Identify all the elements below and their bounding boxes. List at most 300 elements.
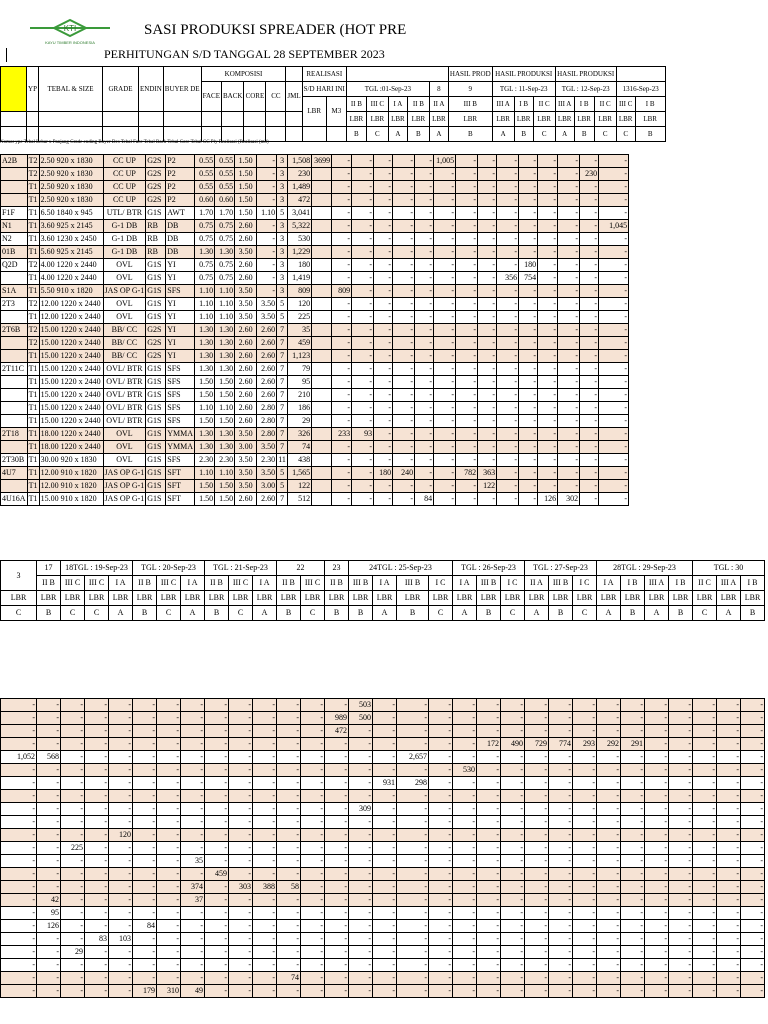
table-cell: -	[257, 259, 277, 272]
table-cell: -	[181, 738, 205, 751]
table-row	[1, 155, 629, 168]
table-cell: -	[597, 725, 621, 738]
table-cell: -	[205, 959, 229, 972]
group-header: A	[253, 606, 277, 621]
table-cell: G2S	[146, 181, 166, 194]
table-cell: -	[205, 972, 229, 985]
table-cell: -	[434, 181, 456, 194]
table-cell: -	[301, 764, 325, 777]
table-cell: 1.30	[195, 246, 215, 259]
table-cell: -	[549, 855, 573, 868]
table-cell	[312, 298, 332, 311]
table-cell: 4U7	[1, 467, 28, 480]
table-cell: -	[580, 350, 599, 363]
table-cell: G1S	[146, 259, 166, 272]
table-cell: -	[349, 816, 373, 829]
table-cell: -	[352, 402, 374, 415]
table-cell: 1.30	[215, 350, 235, 363]
table-cell: -	[85, 829, 109, 842]
table-cell: -	[85, 816, 109, 829]
table-cell: CC UP	[103, 168, 146, 181]
table-cell: -	[558, 389, 580, 402]
table-cell: 1.70	[195, 207, 215, 220]
table-cell: -	[717, 842, 741, 855]
table-cell: -	[573, 855, 597, 868]
table-cell: -	[349, 959, 373, 972]
table-cell: -	[519, 493, 538, 506]
table-cell: 0.75	[215, 233, 235, 246]
table-cell: -	[599, 298, 629, 311]
table-cell: 180	[374, 467, 393, 480]
table-cell: -	[597, 907, 621, 920]
table-cell: -	[373, 790, 397, 803]
table-cell: -	[478, 168, 497, 181]
table-cell: -	[621, 790, 645, 803]
table-cell: RB	[146, 233, 166, 246]
table-cell: -	[477, 907, 501, 920]
table-cell: -	[525, 985, 549, 998]
table-cell: -	[597, 699, 621, 712]
table-cell: -	[352, 441, 374, 454]
table-row	[1, 725, 765, 738]
realisasi-header: REALISASI	[302, 67, 346, 82]
table-cell: -	[332, 155, 352, 168]
table-cell: -	[397, 699, 429, 712]
table-cell: -	[645, 842, 669, 855]
table-cell: -	[478, 285, 497, 298]
table-cell: -	[497, 311, 519, 324]
table-cell: -	[253, 920, 277, 933]
table-cell: -	[580, 480, 599, 493]
table-cell: 298	[397, 777, 429, 790]
table-cell	[39, 112, 103, 127]
table-cell: -	[229, 764, 253, 777]
table-cell: -	[325, 933, 349, 946]
table-cell: -	[229, 985, 253, 998]
lbr-header: LBR	[514, 112, 533, 127]
table-cell: -	[397, 842, 429, 855]
table-cell: 15.00 1220 x 2440	[39, 363, 103, 376]
table-cell: -	[519, 181, 538, 194]
table-cell: -	[645, 946, 669, 959]
table-cell: 7	[277, 337, 288, 350]
table-cell: -	[37, 855, 61, 868]
table-row	[1, 920, 765, 933]
table-cell: -	[549, 881, 573, 894]
table-cell: -	[352, 493, 374, 506]
table-cell: -	[597, 868, 621, 881]
table-cell: 84	[133, 920, 157, 933]
table-cell: -	[85, 777, 109, 790]
table-cell: 2.60	[257, 350, 277, 363]
table-cell: -	[558, 363, 580, 376]
table-cell: T1	[27, 376, 39, 389]
shift-header: III C	[61, 576, 85, 591]
table-cell: -	[519, 389, 538, 402]
table-cell: -	[621, 816, 645, 829]
table-cell: -	[717, 699, 741, 712]
table-cell: -	[397, 959, 429, 972]
table-cell: 58	[277, 881, 301, 894]
table-cell: T1	[27, 480, 39, 493]
shift-header: III A	[555, 97, 574, 112]
table-cell: -	[397, 881, 429, 894]
table-cell: -	[109, 972, 133, 985]
table-cell: -	[621, 751, 645, 764]
table-cell: -	[434, 415, 456, 428]
table-cell: -	[741, 725, 765, 738]
table-cell: -	[558, 220, 580, 233]
table-cell	[312, 389, 332, 402]
table-cell: -	[741, 816, 765, 829]
table-cell: -	[352, 259, 374, 272]
table-cell: -	[133, 764, 157, 777]
table-cell: -	[415, 454, 434, 467]
group-header: B	[514, 127, 533, 142]
table-cell: -	[497, 493, 519, 506]
table-cell: -	[352, 363, 374, 376]
table-cell: -	[277, 816, 301, 829]
table-cell: -	[538, 311, 558, 324]
table-cell: -	[301, 777, 325, 790]
table-cell: -	[205, 725, 229, 738]
table-cell: -	[456, 493, 478, 506]
table-cell: -	[669, 712, 693, 725]
table-cell	[312, 454, 332, 467]
table-cell: -	[497, 389, 519, 402]
table-cell: 1,565	[288, 467, 312, 480]
table-cell: -	[434, 493, 456, 506]
table-cell: 95	[288, 376, 312, 389]
table-row	[1, 324, 629, 337]
table-cell: -	[373, 829, 397, 842]
table-cell: 500	[349, 712, 373, 725]
table-cell: -	[478, 441, 497, 454]
table-cell: -	[501, 816, 525, 829]
table-cell: -	[277, 699, 301, 712]
lbr-header: LBR	[109, 591, 133, 606]
table-cell: -	[693, 959, 717, 972]
table-cell: -	[332, 389, 352, 402]
table-cell: -	[549, 907, 573, 920]
table-cell: -	[501, 920, 525, 933]
table-cell: -	[1, 712, 37, 725]
table-cell: -	[669, 894, 693, 907]
table-cell: -	[393, 181, 415, 194]
table-cell: 438	[288, 454, 312, 467]
table-cell: -	[741, 881, 765, 894]
table-cell: -	[645, 790, 669, 803]
table-cell: -	[519, 441, 538, 454]
table-cell: -	[373, 816, 397, 829]
group-header: B	[277, 606, 301, 621]
table-cell: -	[580, 493, 599, 506]
table-cell: -	[415, 402, 434, 415]
table-cell: BACK	[221, 82, 243, 112]
table-cell: G1S	[146, 285, 166, 298]
table-cell: -	[393, 337, 415, 350]
table-cell: -	[373, 712, 397, 725]
table-cell: 1.30	[195, 350, 215, 363]
table-cell: -	[277, 894, 301, 907]
table-cell: 459	[205, 868, 229, 881]
table-cell: -	[253, 764, 277, 777]
shift-header: II C	[594, 97, 616, 112]
table-cell: -	[1, 907, 37, 920]
shift-header: II B	[133, 576, 157, 591]
table-cell: -	[374, 324, 393, 337]
table-cell: -	[558, 428, 580, 441]
table-cell: -	[37, 959, 61, 972]
table-cell: -	[373, 764, 397, 777]
table-cell: 326	[288, 428, 312, 441]
group-header: C	[573, 606, 597, 621]
table-cell: 2.50 920 x 1830	[39, 168, 103, 181]
table-cell	[312, 428, 332, 441]
table-cell: 18.00 1220 x 2440	[39, 428, 103, 441]
table-cell: -	[393, 324, 415, 337]
table-cell: 180	[288, 259, 312, 272]
table-cell: 1.10	[215, 467, 235, 480]
table-cell: -	[157, 790, 181, 803]
table-cell: -	[253, 790, 277, 803]
table-cell: -	[434, 480, 456, 493]
table-cell: -	[397, 985, 429, 998]
table-cell: T2	[27, 259, 39, 272]
table-cell: -	[453, 907, 477, 920]
table-cell: -	[429, 868, 453, 881]
table-row	[1, 389, 629, 402]
table-cell: -	[1, 738, 37, 751]
table-cell: -	[477, 894, 501, 907]
table-cell: -	[301, 751, 325, 764]
date-header: TGL : 12-Sep-23	[555, 82, 616, 97]
table-cell: 30.00 920 x 1830	[39, 454, 103, 467]
table-cell: G-1 DB	[103, 246, 146, 259]
table-cell: -	[741, 829, 765, 842]
table-cell: -	[109, 699, 133, 712]
table-cell: -	[478, 155, 497, 168]
table-cell: -	[477, 985, 501, 998]
table-cell: 3	[1, 561, 37, 591]
table-cell: -	[374, 233, 393, 246]
table-cell: -	[497, 350, 519, 363]
table-cell: -	[549, 751, 573, 764]
table-cell: -	[693, 985, 717, 998]
table-cell: -	[519, 285, 538, 298]
table-cell: -	[456, 376, 478, 389]
table-cell: -	[1, 816, 37, 829]
table-cell: -	[352, 467, 374, 480]
table-cell: -	[205, 738, 229, 751]
shift-header: III C	[229, 576, 253, 591]
table-cell: -	[277, 777, 301, 790]
table-cell: -	[325, 920, 349, 933]
table-cell: -	[645, 972, 669, 985]
table-cell: 530	[453, 764, 477, 777]
table-cell: -	[717, 985, 741, 998]
hasil-produksi-header: HASIL PRODUKSI	[555, 67, 616, 82]
table-cell: -	[85, 907, 109, 920]
table-cell: -	[374, 194, 393, 207]
table-cell: -	[253, 699, 277, 712]
table-cell: S/D HARI INI	[302, 82, 346, 97]
group-header: A	[109, 606, 133, 621]
table-cell: -	[1, 881, 37, 894]
table-cell: -	[429, 985, 453, 998]
table-cell: -	[693, 868, 717, 881]
table-cell: 15.00 1220 x 2440	[39, 324, 103, 337]
table-cell: -	[349, 777, 373, 790]
table-cell: -	[257, 246, 277, 259]
table-cell: -	[477, 725, 501, 738]
table-cell: -	[741, 933, 765, 946]
table-cell: 2.60	[235, 259, 257, 272]
table-cell: 1.50	[215, 389, 235, 402]
table-cell: -	[538, 454, 558, 467]
table-cell: -	[61, 972, 85, 985]
table-cell: -	[580, 402, 599, 415]
table-cell: -	[519, 337, 538, 350]
table-cell: 303	[229, 881, 253, 894]
table-cell: -	[397, 907, 429, 920]
table-cell: -	[525, 959, 549, 972]
shift-header: II B	[346, 97, 366, 112]
table-cell: 3.50	[235, 298, 257, 311]
table-cell: -	[741, 959, 765, 972]
table-cell: -	[415, 441, 434, 454]
table-cell: G-1 DB	[103, 220, 146, 233]
table-cell: 3.50	[257, 298, 277, 311]
table-cell: -	[693, 829, 717, 842]
table-cell: -	[558, 337, 580, 350]
table-cell: -	[453, 790, 477, 803]
table-cell: -	[37, 725, 61, 738]
table-cell: -	[181, 712, 205, 725]
table-cell: -	[332, 233, 352, 246]
table-cell: -	[478, 311, 497, 324]
table-cell: -	[580, 467, 599, 480]
table-cell: -	[580, 337, 599, 350]
table-cell: -	[538, 220, 558, 233]
table-cell: -	[373, 881, 397, 894]
table-cell: -	[519, 350, 538, 363]
table-cell: 18.00 1220 x 2440	[39, 441, 103, 454]
table-cell: -	[501, 751, 525, 764]
table-row	[1, 428, 629, 441]
table-cell	[312, 285, 332, 298]
table-cell: -	[549, 920, 573, 933]
table-cell: -	[397, 933, 429, 946]
table-cell: -	[61, 868, 85, 881]
table-cell: 1.10	[257, 207, 277, 220]
table-cell: -	[477, 972, 501, 985]
table-cell: -	[109, 803, 133, 816]
table-cell: -	[1, 829, 37, 842]
table-cell: P2	[166, 194, 195, 207]
table-cell	[312, 272, 332, 285]
table-cell: -	[397, 725, 429, 738]
table-cell: -	[453, 920, 477, 933]
table-cell: -	[573, 699, 597, 712]
table-cell: -	[415, 363, 434, 376]
table-cell: -	[558, 467, 580, 480]
table-cell: -	[85, 959, 109, 972]
report-subtitle: PERHITUNGAN S/D TANGGAL 28 SEPTEMBER 2023	[104, 47, 385, 61]
table-cell	[312, 376, 332, 389]
table-cell: S1A	[1, 285, 28, 298]
table-cell: CORE	[244, 82, 266, 112]
table-cell: -	[497, 155, 519, 168]
table-cell: -	[374, 246, 393, 259]
table-cell: 1.10	[195, 285, 215, 298]
table-cell: -	[478, 402, 497, 415]
table-cell: G2S	[146, 324, 166, 337]
group-header: C	[229, 606, 253, 621]
table-cell	[312, 493, 332, 506]
table-cell: -	[519, 376, 538, 389]
date-header: 24TGL : 25-Sep-23	[349, 561, 453, 576]
table-cell: -	[597, 751, 621, 764]
table-cell: -	[558, 272, 580, 285]
date-header: TGL : 26-Sep-23	[453, 561, 525, 576]
table-cell: -	[453, 712, 477, 725]
table-cell: -	[478, 324, 497, 337]
table-cell: 240	[393, 467, 415, 480]
table-cell: -	[453, 842, 477, 855]
svg-text:KAYU TIMBER INDONESIA: KAYU TIMBER INDONESIA	[45, 40, 95, 45]
table-cell: -	[325, 959, 349, 972]
table-cell: 12.00 1220 x 2440	[39, 298, 103, 311]
table-cell: 37	[181, 894, 205, 907]
group-header: A	[388, 127, 407, 142]
table-cell: -	[157, 699, 181, 712]
table-cell: -	[478, 428, 497, 441]
table-cell: -	[205, 894, 229, 907]
group-header: B	[477, 606, 501, 621]
table-cell	[266, 112, 286, 127]
table-cell: A2B	[1, 155, 28, 168]
table-cell: 3,041	[288, 207, 312, 220]
table-cell: -	[1, 777, 37, 790]
table-cell: 0.55	[215, 168, 235, 181]
table-cell: -	[519, 454, 538, 467]
table-cell: 1.30	[215, 428, 235, 441]
table-cell: -	[621, 881, 645, 894]
table-cell: -	[253, 868, 277, 881]
table-cell: AWT	[166, 207, 195, 220]
table-cell: OVL	[103, 311, 146, 324]
table-cell: -	[85, 790, 109, 803]
table-cell: -	[519, 168, 538, 181]
table-cell: -	[157, 907, 181, 920]
table-cell: -	[1, 946, 37, 959]
table-cell: 3.00	[257, 480, 277, 493]
table-cell: -	[257, 168, 277, 181]
table-cell: T1	[27, 311, 39, 324]
table-cell: -	[669, 777, 693, 790]
table-cell: -	[621, 868, 645, 881]
group-header: A	[525, 606, 549, 621]
group-header: A	[597, 606, 621, 621]
group-header: C	[429, 606, 453, 621]
table-cell: -	[538, 376, 558, 389]
table-cell: -	[478, 181, 497, 194]
table-cell: -	[133, 933, 157, 946]
table-cell: OVL	[103, 454, 146, 467]
table-cell: -	[325, 699, 349, 712]
table-cell: -	[597, 790, 621, 803]
